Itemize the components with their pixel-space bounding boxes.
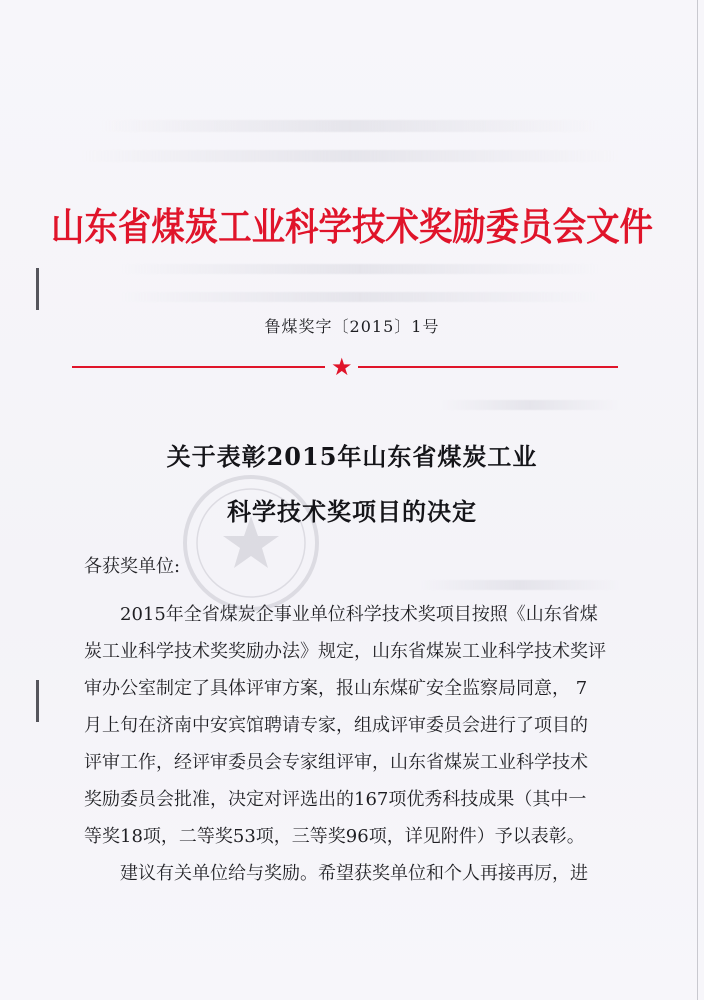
- bleed-through-texture: [120, 292, 600, 302]
- body-line: 评审工作，经评审委员会专家组评审，山东省煤炭工业科学技术: [84, 752, 588, 773]
- body-line: 等奖18项，二等奖53项，三等奖96项，详见附件）予以表彰。: [84, 826, 585, 847]
- issuer-title: 山东省煤炭工业科学技术奖励委员会文件: [51, 205, 653, 249]
- document-title-line-1: 关于表彰2015年山东省煤炭工业: [166, 442, 538, 471]
- body-line: 炭工业科学技术奖奖励办法》规定，山东省煤炭工业科学技术奖评: [84, 641, 606, 662]
- body-paragraph: [84, 596, 624, 892]
- bleed-through-texture: [100, 120, 600, 132]
- document-title-line-2: 科学技术奖项目的决定: [227, 497, 477, 526]
- binding-mark: [36, 268, 39, 310]
- body-line: 2015年全省煤炭企事业单位科学技术奖项目按照《山东省煤: [120, 604, 598, 625]
- body-line: 奖励委员会批准，决定对评选出的167项优秀科技成果（其中一: [84, 789, 587, 810]
- bleed-through-texture: [120, 264, 600, 274]
- star-icon: ★: [331, 353, 353, 381]
- body-line: 建议有关单位给与奖励。希望获奖单位和个人再接再厉，进: [120, 863, 588, 884]
- body-line: 月上旬在济南中安宾馆聘请专家，组成评审委员会进行了项目的: [84, 715, 588, 736]
- document-number: 鲁煤奖字〔2015〕1号: [264, 317, 440, 336]
- header-rule-right: [358, 366, 618, 368]
- bleed-through-texture: [440, 400, 620, 410]
- header-rule-left: [72, 366, 325, 368]
- bleed-through-texture: [80, 150, 620, 162]
- body-line: 审办公室制定了具体评审方案，报山东煤矿安全监察局同意， 7: [84, 678, 588, 699]
- binding-mark: [36, 680, 39, 722]
- salutation: 各获奖单位:: [84, 556, 181, 577]
- bleed-through-texture: [420, 580, 620, 590]
